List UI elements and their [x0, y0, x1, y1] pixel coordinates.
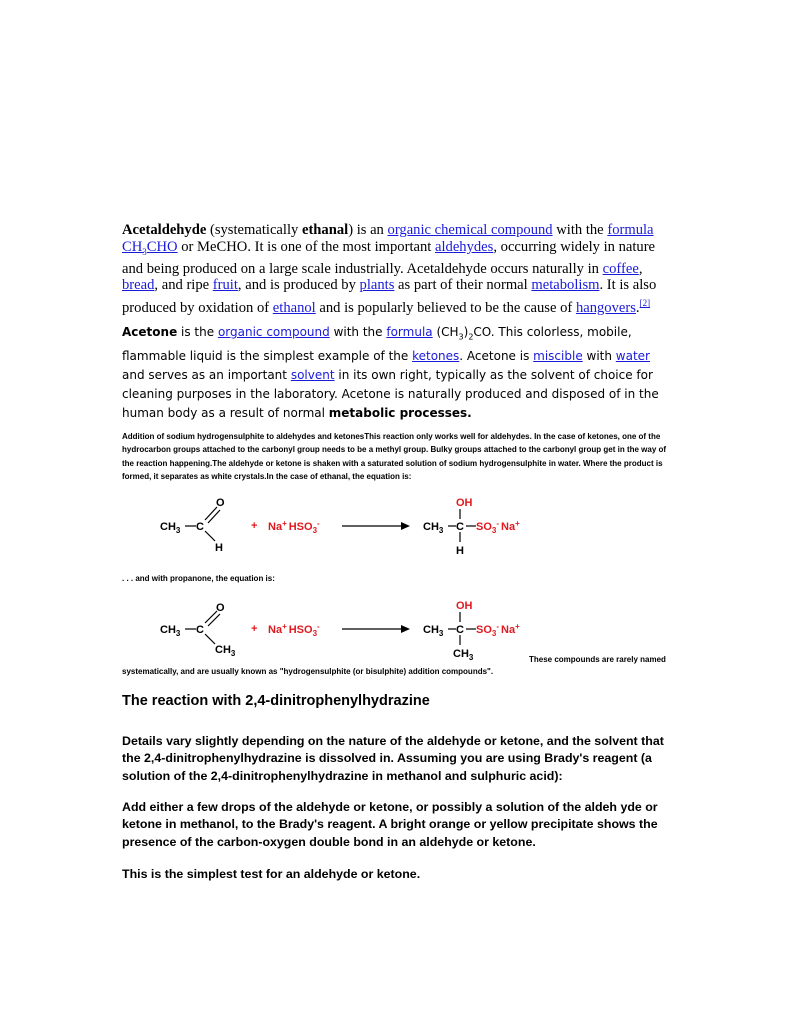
text: ) is an	[348, 222, 388, 238]
link-formula[interactable]: formula	[607, 222, 654, 238]
metabolic-processes-term: metabolic processes.	[328, 406, 472, 421]
section-heading: The reaction with 2,4-dinitrophenylhydrazine	[122, 693, 430, 709]
procedure-paragraph: Add either a few drops of the aldehyde or ketone, or possibly a solution of the aldeh yde or ketone in methanol, to the Brady's reagent. A bright orange or yellow precipitate shows the presence of the carbon-oxygen double bond in an aldehyde or ketone.	[122, 800, 658, 849]
text: , and is produced by	[237, 277, 360, 294]
eq1-product-hydrogen: H	[456, 545, 464, 557]
link-organic-chemical-compound[interactable]: organic chemical compound	[387, 222, 553, 238]
eq1-h-bond	[205, 531, 215, 541]
text: (CH	[432, 325, 459, 339]
link-plants[interactable]: plants	[359, 277, 395, 294]
ethanal-equation	[155, 493, 535, 557]
link-miscible[interactable]: miscible	[533, 348, 583, 363]
subscript: 2	[468, 332, 474, 342]
eq2-ch3-label: $CH_3$	[160, 624, 181, 638]
eq1-carbon-label: C	[196, 521, 204, 533]
eq2-product-sulphonate: $SO_3^-$ Na+	[476, 622, 520, 638]
eq1-product-sulphonate: $SO_3^-$ Na+	[476, 519, 520, 535]
text: is the	[177, 325, 218, 339]
eq2-methyl-bond	[205, 634, 215, 644]
text: in its own right, typically as the solvent of choice for cleaning purposes in the laboratory. Acetone is naturally produced and disposed of in the human body as a result of normal	[122, 367, 659, 421]
link-aldehydes[interactable]: aldehydes	[434, 238, 494, 255]
link-fruit[interactable]: fruit	[212, 277, 238, 294]
acetone-term: Acetone	[122, 325, 178, 339]
link-hangovers[interactable]: hangovers	[575, 299, 636, 316]
subscript: 3	[142, 246, 147, 257]
eq1-hydrogen-label: H	[215, 542, 223, 554]
eq1-product-ch3: $CH_3$	[423, 521, 444, 535]
link-water[interactable]: water	[615, 348, 650, 363]
acetone-paragraph	[122, 323, 662, 423]
acetaldehyde-paragraph	[122, 222, 657, 317]
link-solvent[interactable]: solvent	[290, 367, 335, 382]
text: CHO	[146, 238, 178, 255]
eq1-product-oh: OH	[456, 497, 473, 509]
text: (systematically	[206, 222, 302, 238]
eq2-oxygen-label: O	[216, 602, 225, 614]
propanone-intro: . . . and with propanone, the equation is:	[122, 574, 275, 583]
text: )	[463, 325, 469, 339]
text: , and ripe	[154, 277, 213, 294]
link-ethanol[interactable]: ethanol	[272, 299, 316, 316]
simplest-test-paragraph: This is the simplest test for an aldehyde or ketone.	[122, 867, 421, 881]
ethanal-term: ethanal	[301, 222, 349, 238]
subscript: 3	[458, 332, 464, 342]
eq2-product-ch3: $CH_3$	[423, 624, 444, 638]
link-bread[interactable]: bread	[122, 277, 155, 294]
text: and is popularly believed to be the cause of	[315, 299, 576, 316]
eq1-plus: +	[251, 520, 258, 532]
eq1-product-carbon: C	[456, 521, 464, 533]
eq2-double-bond-b	[208, 614, 220, 626]
eq1-arrow-head	[401, 522, 410, 530]
link-formula[interactable]: formula	[386, 325, 433, 339]
propanone-equation	[155, 598, 535, 662]
link-coffee[interactable]: coffee	[602, 260, 639, 277]
eq2-product-oh: OH	[456, 600, 473, 612]
link-organic-compound[interactable]: organic compound	[217, 325, 330, 339]
text: .	[635, 299, 640, 316]
text: ,	[638, 260, 643, 277]
text: with the	[329, 325, 387, 339]
bisulphite-paragraph: Addition of sodium hydrogensulphite to aldehydes and ketonesThis reaction only works well for aldehydes. In the case of ketones, one of the hydrocarbon groups attached to the carbonyl group needs to be a methyl group. Bulky groups attached to the carbonyl group get in the way of the reaction happening.The aldehyde or ketone is shaken with a saturated solution of sodium hydrogensulphite in water. Where the product is formed, it separates as white crystals.In the case of ethanal, the equation is:	[122, 432, 667, 481]
eq1-ch3-label: $CH_3$	[160, 521, 181, 535]
details-paragraph: Details vary slightly depending on the nature of the aldehyde or ketone, and the solvent that the 2,4-dinitrophenylhydrazine is dissolved in. Assuming you are using Brady's reagent (a solution of the 2,4-dinitrophenylhydrazine in methanol and sulphuric acid):	[122, 734, 664, 783]
text: or MeCHO. It is one of the most important	[177, 238, 435, 255]
addition-compounds-note-end: systematically, and are usually known as "hydrogensulphite (or bisulphite) addition compounds".	[122, 667, 494, 676]
eq2-product-methyl: $CH_3$	[453, 648, 474, 662]
addition-compounds-note-start: These compounds are rarely named	[529, 655, 666, 664]
eq1-oxygen-label: O	[216, 497, 225, 509]
eq1-reagent: Na+ $HSO_3^-$	[268, 519, 320, 535]
text: with the	[552, 222, 608, 238]
acetaldehyde-term: Acetaldehyde	[122, 222, 207, 238]
eq2-reagent: Na+ $HSO_3^-$	[268, 622, 320, 638]
text: . Acetone is	[459, 348, 534, 363]
link-ketones[interactable]: ketones	[412, 348, 460, 363]
eq1-double-bond-b	[208, 510, 220, 523]
text: CH	[122, 238, 143, 255]
text: and serves as an important	[122, 367, 291, 382]
text: , occurring widely in nature and being produced on a large scale industrially. Acetaldehyde occurs naturally in	[122, 238, 656, 277]
reference-link[interactable]: [2]	[639, 298, 651, 309]
eq2-product-carbon: C	[456, 624, 464, 636]
eq2-methyl-label: $CH_3$	[215, 644, 236, 658]
text: with	[582, 348, 616, 363]
text: . It is also produced by oxidation of	[122, 277, 657, 316]
eq2-plus: +	[251, 623, 258, 635]
text: CO. This colorless, mobile, flammable liquid is the simplest example of the	[122, 325, 632, 363]
eq2-arrow-head	[401, 625, 410, 633]
link-metabolism[interactable]: metabolism	[531, 277, 600, 294]
link-ch3cho[interactable]	[122, 239, 178, 255]
eq2-carbon-label: C	[196, 624, 204, 636]
text: as part of their normal	[394, 277, 532, 294]
